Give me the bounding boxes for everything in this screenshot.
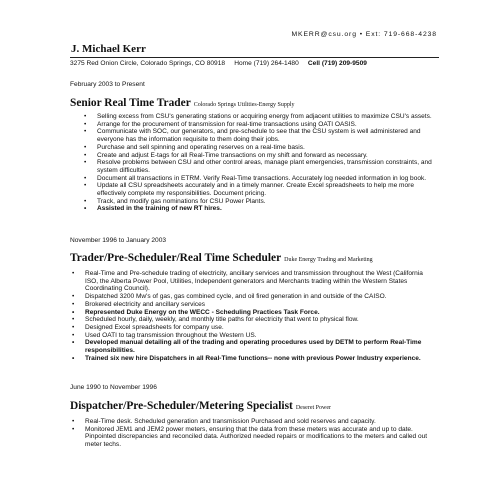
section-3-title [70,400,331,412]
section-1-dates: February 2003 to Present [70,81,145,88]
bullet-icon: • [84,197,87,205]
employer-name: Colorado Springs Utilities-Energy Supply [193,102,295,108]
bullet-icon: • [72,354,75,362]
bullet-icon: • [72,270,75,277]
header-divider [70,57,439,58]
job-title: Trader/Pre-Scheduler/Real Time Scheduler [70,252,282,264]
bullet-icon: • [72,323,75,331]
duty-item: • Resolve problems between CSU and other control areas, manage plant emergencies, transmission constraints, and system difficulties. [84,159,432,174]
bullet-icon: • [84,174,87,182]
bullet-icon: • [84,113,87,120]
section-2-duties [70,270,435,362]
duty-item: • Trained six new hire Dispatchers in all Real-Time functions-- none with previous Power Industry experience. [72,354,421,362]
bullet-icon: • [84,205,87,213]
home-phone: Home (719) 264-1480 [234,60,299,67]
bullet-icon: • [84,151,87,159]
duty-item: • Communicate with SOC, our generators, and pre-schedule to see that the CSU system is well administered and everyone has the information requisite to them doing their jobs. [84,128,421,144]
duty-item: • Purchase and sell spinning and operating reserves on a real-time basis. [84,143,305,151]
duty-item: • Used OATI to tag transmission throughout the Western US. [72,331,257,339]
duty-item: • Developed manual detailing all of the trading and operating procedures used by DETM to perform Real-Time responsibilities. [72,339,422,355]
duty-item: • Track, and modify gas nominations for CSU Power Plants. [84,197,266,205]
employer-name: Duke Energy Trading and Marketing [284,257,373,263]
duty-item: • Real-Time desk. Scheduled generation and transmission Purchased and sold reserves and capacity. [72,418,376,425]
section-2-title [70,252,373,264]
duty-item: • Create and adjust E-tags for all Real-Time transactions on my shift and forward as necessary. [84,151,368,159]
section-2-dates: November 1996 to January 2003 [70,237,167,244]
duty-item: • Represented Duke Energy on the WECC - Scheduling Practices Task Force. [72,308,320,316]
section-3-dates: June 1990 to November 1996 [70,384,157,391]
duty-item: • Monitored JEM1 and JEM2 power meters, ensuring that the data from these meters was accurate and up to date. Pinpointed discrepancies and reconciled data. Authorized needed repairs or modifications to the meters and called out meter techs. [72,425,428,449]
duty-item: • Arrange for the procurement of transmission for real-time transactions using OATI OASIS. [84,120,357,128]
bullet-icon: • [84,182,87,190]
duty-item: • Dispatched 3200 Mw's of gas, gas combined cycle, and oil fired generation in and outside of the CAISO. [72,293,387,301]
section-3-duties [70,418,435,449]
bullet-icon: • [84,159,87,167]
duty-item: • Document all transactions in ETRM. Verify Real-Time transactions. Accurately log needed information in log book. [84,174,427,182]
duty-item: • Selling excess from CSU's generating stations or acquiring energy from adjacent utilities to maximize CSU's assets. [84,113,432,120]
bullet-icon: • [72,316,75,324]
section-1-duties [82,113,432,213]
bullet-icon: • [72,293,75,301]
duty-item: • Scheduled hourly, daily, weekly, and monthly title paths for electricity that went to physical flow. [72,316,359,324]
duty-item: • Assisted in the training of new RT hires. [84,205,222,213]
bullet-icon: • [72,308,75,316]
bullet-icon: • [72,339,75,347]
duty-item: • Update all CSU spreadsheets accurately and in a timely manner. Create Excel spreadsheets to help me more effectively complete my responsibilities. Document pricing. [84,182,414,198]
job-title: Dispatcher/Pre-Scheduler/Metering Specialist [70,400,293,412]
employer-name: Deseret Power [295,405,331,411]
bullet-icon: • [72,425,75,433]
bullet-icon: • [72,418,75,425]
section-1-title [70,97,295,109]
bullet-icon: • [72,300,75,308]
bullet-icon: • [84,143,87,151]
duty-item: • Real-Time and Pre-schedule trading of electricity, ancillary services and transmission throughout the West (California ISO, the Alberta Power Pool, Utilities, Independent generators and Merchants trading within the Western States Coordinating Council). [72,270,423,293]
bullet-icon: • [72,331,75,339]
address-line [70,60,442,68]
cell-phone: Cell (719) 209-9509 [307,60,367,67]
candidate-name: J. Michael Kerr [71,43,146,55]
street-address: 3275 Red Onion Circle, Colorado Springs, CO 80918 [70,60,226,67]
bullet-icon: • [84,128,87,136]
duty-item: • Designed Excel spreadsheets for company use. [72,323,224,331]
duty-item: • Brokered electricity and ancillary services [72,300,206,308]
bullet-icon: • [84,120,87,128]
job-title: Senior Real Time Trader [70,97,191,109]
contact-email-extension: MKERR@csu.org • Ext: 719-668-4238 [291,31,437,38]
